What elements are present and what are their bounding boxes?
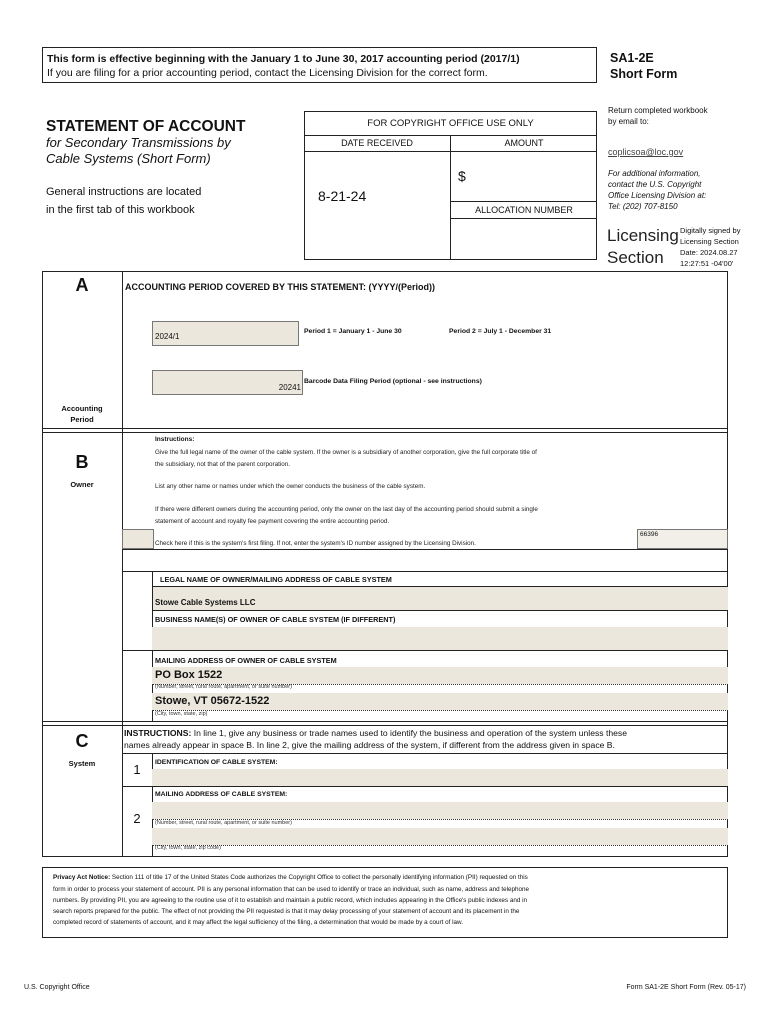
return-instructions-2: by email to: <box>608 117 649 126</box>
footer-right: Form SA1-2E Short Form (Rev. 05-17) <box>626 984 746 991</box>
line-2-number: 2 <box>133 811 141 826</box>
privacy-line-2: form in order to process your statement of account. PII is any personal information that can be used to identify or trace an individual, such as name, address and telephone <box>53 886 530 893</box>
address-line-2-value: Stowe, VT 05672-1522 <box>155 695 270 707</box>
privacy-line-4: search reports prepared for the public. The effect of not providing the PII requested is that it may delay processing of your statement of account and its placement in the <box>53 908 520 915</box>
notice-line-1: This form is effective beginning with the January 1 to June 30, 2017 accounting period (2017/1) <box>47 53 520 65</box>
section-b-letter: B <box>75 452 89 472</box>
general-instructions-2: in the first tab of this workbook <box>46 204 195 216</box>
system-address-hint-2: (City, town, state, zip code) <box>155 845 221 851</box>
period-2-note: Period 2 = July 1 - December 31 <box>449 328 552 335</box>
legal-name-label: LEGAL NAME OF OWNER/MAILING ADDRESS OF CABLE SYSTEM <box>160 575 392 584</box>
system-address-line-1-input[interactable] <box>152 802 728 819</box>
period-value: 2024/1 <box>155 332 180 341</box>
email-link[interactable]: coplicsoa@loc.gov <box>608 147 684 157</box>
owner-instructions-title: Instructions: <box>155 436 195 443</box>
system-address-line-2-input[interactable] <box>152 828 728 845</box>
signature-word-1: Licensing <box>607 226 679 245</box>
section-a-letter: A <box>75 275 89 295</box>
system-instructions-bold: INSTRUCTIONS: <box>124 728 192 738</box>
signature-detail-3: Date: 2024.08.27 <box>680 248 738 257</box>
notice-line-2: If you are filing for a prior accounting period, contact the Licensing Division for the correct form. <box>47 67 488 79</box>
return-instructions-1: Return completed workbook <box>608 106 708 115</box>
signature-detail-2: Licensing Section <box>680 237 739 246</box>
system-id-name-input[interactable] <box>152 769 728 786</box>
first-filing-text: Check here if this is the system's first filing. If not, enter the system's ID number assigned by the Licensing Division. <box>155 540 476 547</box>
address-line-2-hint: (City, town, state, zip) <box>155 711 208 717</box>
general-instructions-1: General instructions are located <box>46 186 202 198</box>
amount-label: AMOUNT <box>504 138 544 148</box>
section-a-label-1: Accounting <box>61 404 103 413</box>
owner-instruction-3a: If there were different owners during the accounting period, only the owner on the last day of the accounting period should submit a single <box>155 506 538 513</box>
contact-phone: Tel: (202) 707-8150 <box>608 202 678 211</box>
signature-detail-4: 12:27:51 -04'00' <box>680 259 734 268</box>
page-title: STATEMENT OF ACCOUNT <box>46 118 246 135</box>
business-name-input[interactable] <box>152 627 728 650</box>
business-name-label: BUSINESS NAME(S) OF OWNER OF CABLE SYSTEM (IF DIFFERENT) <box>155 615 396 624</box>
contact-info-3: Office Licensing Division at: <box>608 191 707 200</box>
contact-info-1: For additional information, <box>608 169 701 178</box>
mailing-address-label: MAILING ADDRESS OF OWNER OF CABLE SYSTEM <box>155 656 337 665</box>
barcode-period-note: Barcode Data Filing Period (optional - see instructions) <box>304 378 482 385</box>
title-sub-2: Cable Systems (Short Form) <box>46 151 211 166</box>
signature-detail-1: Digitally signed by <box>680 226 741 235</box>
privacy-title: Privacy Act Notice: <box>53 874 111 881</box>
legal-name-value: Stowe Cable Systems LLC <box>155 598 256 607</box>
first-filing-checkbox[interactable] <box>122 529 154 549</box>
system-instructions-2: names already appear in space B. In line 2, give the mailing address of the system, if different from the address given in space B. <box>124 740 615 750</box>
contact-info-2: contact the U.S. Copyright <box>608 180 702 189</box>
section-a-heading: ACCOUNTING PERIOD COVERED BY THIS STATEMENT: (YYYY/(Period)) <box>125 282 436 292</box>
privacy-line-5: completed record of statements of account, and it may affect the legal sufficiency of the filing, a determination that would be made by a court of law. <box>53 919 463 926</box>
date-received-value: 8-21-24 <box>318 188 367 204</box>
owner-instruction-1a: Give the full legal name of the owner of the cable system. If the owner is a subsidiary of another corporation, give the full corporate title of <box>155 449 537 456</box>
office-use-header: FOR COPYRIGHT OFFICE USE ONLY <box>367 118 534 129</box>
system-mailing-label: MAILING ADDRESS OF CABLE SYSTEM: <box>155 791 288 798</box>
barcode-period-value: 20241 <box>278 383 301 392</box>
form-code: SA1-2E <box>610 51 654 65</box>
title-sub-1: for Secondary Transmissions by <box>46 135 231 150</box>
system-id-value: 66396 <box>640 531 659 538</box>
signature-word-2: Section <box>607 248 664 267</box>
owner-instruction-2: List any other name or names under which the owner conducts the business of the cable system. <box>155 483 426 490</box>
period-1-note: Period 1 = January 1 - June 30 <box>304 328 402 335</box>
system-address-hint-1: (Number, street, rural route, apartment, or suite number) <box>155 820 292 826</box>
amount-dollar: $ <box>458 168 466 184</box>
system-instructions-text: In line 1, give any business or trade names used to identify the business and operation of the system unless these <box>191 728 628 738</box>
section-b-label: Owner <box>70 480 94 489</box>
address-line-1-hint: (Number, street, rural route, apartment, or suite number) <box>155 684 292 690</box>
address-line-1-input[interactable] <box>152 667 728 684</box>
date-received-label: DATE RECEIVED <box>341 138 413 148</box>
footer-left: U.S. Copyright Office <box>24 984 90 991</box>
section-a-label-2: Period <box>70 415 94 424</box>
form-type: Short Form <box>610 67 678 81</box>
address-line-1-value: PO Box 1522 <box>155 669 223 681</box>
section-c-letter: C <box>75 731 89 751</box>
privacy-line-3: numbers. By providing PII, you are agreeing to the routine use of it to establish and maintain a public record, which includes appearing in the Office's public indexes and in <box>53 897 527 904</box>
system-id-label: IDENTIFICATION OF CABLE SYSTEM: <box>155 759 278 766</box>
privacy-text-1: Section 111 of title 17 of the United States Code authorizes the Copyright Office to collect the personally identifying information (PII) requested on this <box>110 874 528 881</box>
allocation-number-label: ALLOCATION NUMBER <box>475 205 573 215</box>
privacy-line-1 <box>53 874 528 881</box>
owner-instruction-3b: statement of account and royalty fee payment covering the entire accounting period. <box>155 518 390 525</box>
section-c-label: System <box>68 759 96 768</box>
system-instructions-1 <box>124 728 627 738</box>
owner-instruction-1b: the subsidiary, not that of the parent corporation. <box>155 461 290 468</box>
line-1-number: 1 <box>133 762 141 777</box>
